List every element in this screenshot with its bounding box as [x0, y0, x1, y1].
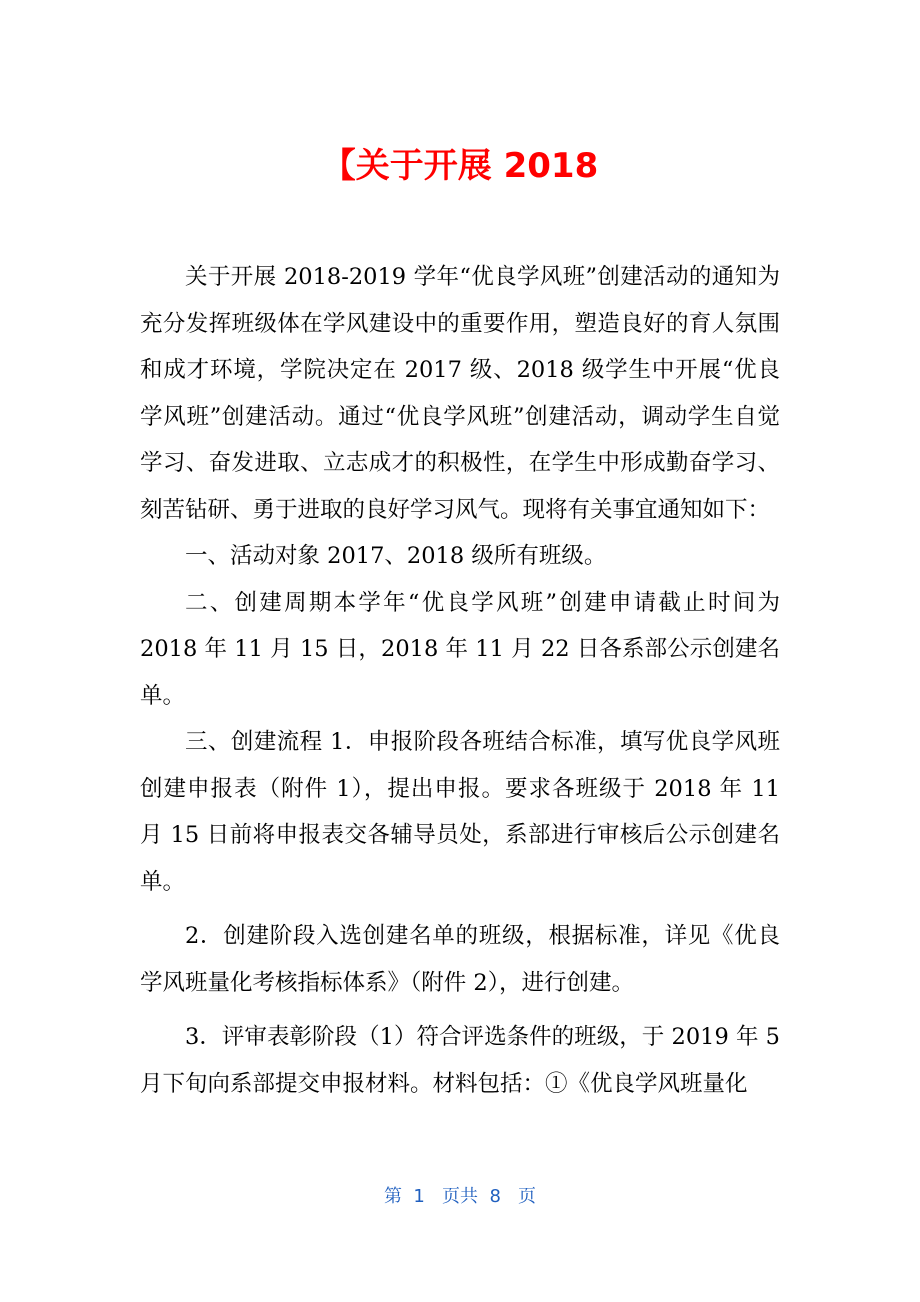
page-number-footer: 第 1 页共 8 页: [383, 1186, 537, 1207]
paragraph-section-1: 一、活动对象 2017、2018 级所有班级。: [185, 543, 607, 569]
paragraph-step-3: 3．评审表彰阶段（1）符合评选条件的班级，于 2019 年 5 月下旬向系部提交申报材料。材料包括：①《优良学风班量化: [140, 1024, 780, 1097]
document-body: [140, 254, 780, 1107]
paragraph-section-2: 二、创建周期本学年“优良学风班”创建申请截止时间为 2018 年 11 月 15 日，2018 年 11 月 22 日各系部公示创建名单。: [140, 589, 780, 709]
paragraph-intro: 关于开展 2018-2019 学年“优良学风班”创建活动的通知为充分发挥班级体在学风建设中的重要作用，塑造良好的育人氛围和成才环境，学院决定在 2017 级、2018 级学生中开展“优良学风班”创建活动。通过“优良学风班”创建活动，调动学生自觉学习、奋发进取、立志成才的积极性，在学生中形成勤奋学习、刻苦钻研、勇于进取的良好学习风气。现将有关事宜通知如下：: [140, 264, 780, 523]
document-title: 【关于开展 2018: [321, 146, 599, 186]
paragraph-step-2: 2．创建阶段入选创建名单的班级，根据标准，详见《优良学风班量化考核指标体系》（附件 2），进行创建。: [140, 923, 780, 996]
paragraph-section-3: 三、创建流程 1．申报阶段各班结合标准，填写优良学风班创建申报表（附件 1），提出申报。要求各班级于 2018 年 11 月 15 日前将申报表交各辅导员处，系部进行审核后公示创建名单。: [140, 729, 780, 895]
